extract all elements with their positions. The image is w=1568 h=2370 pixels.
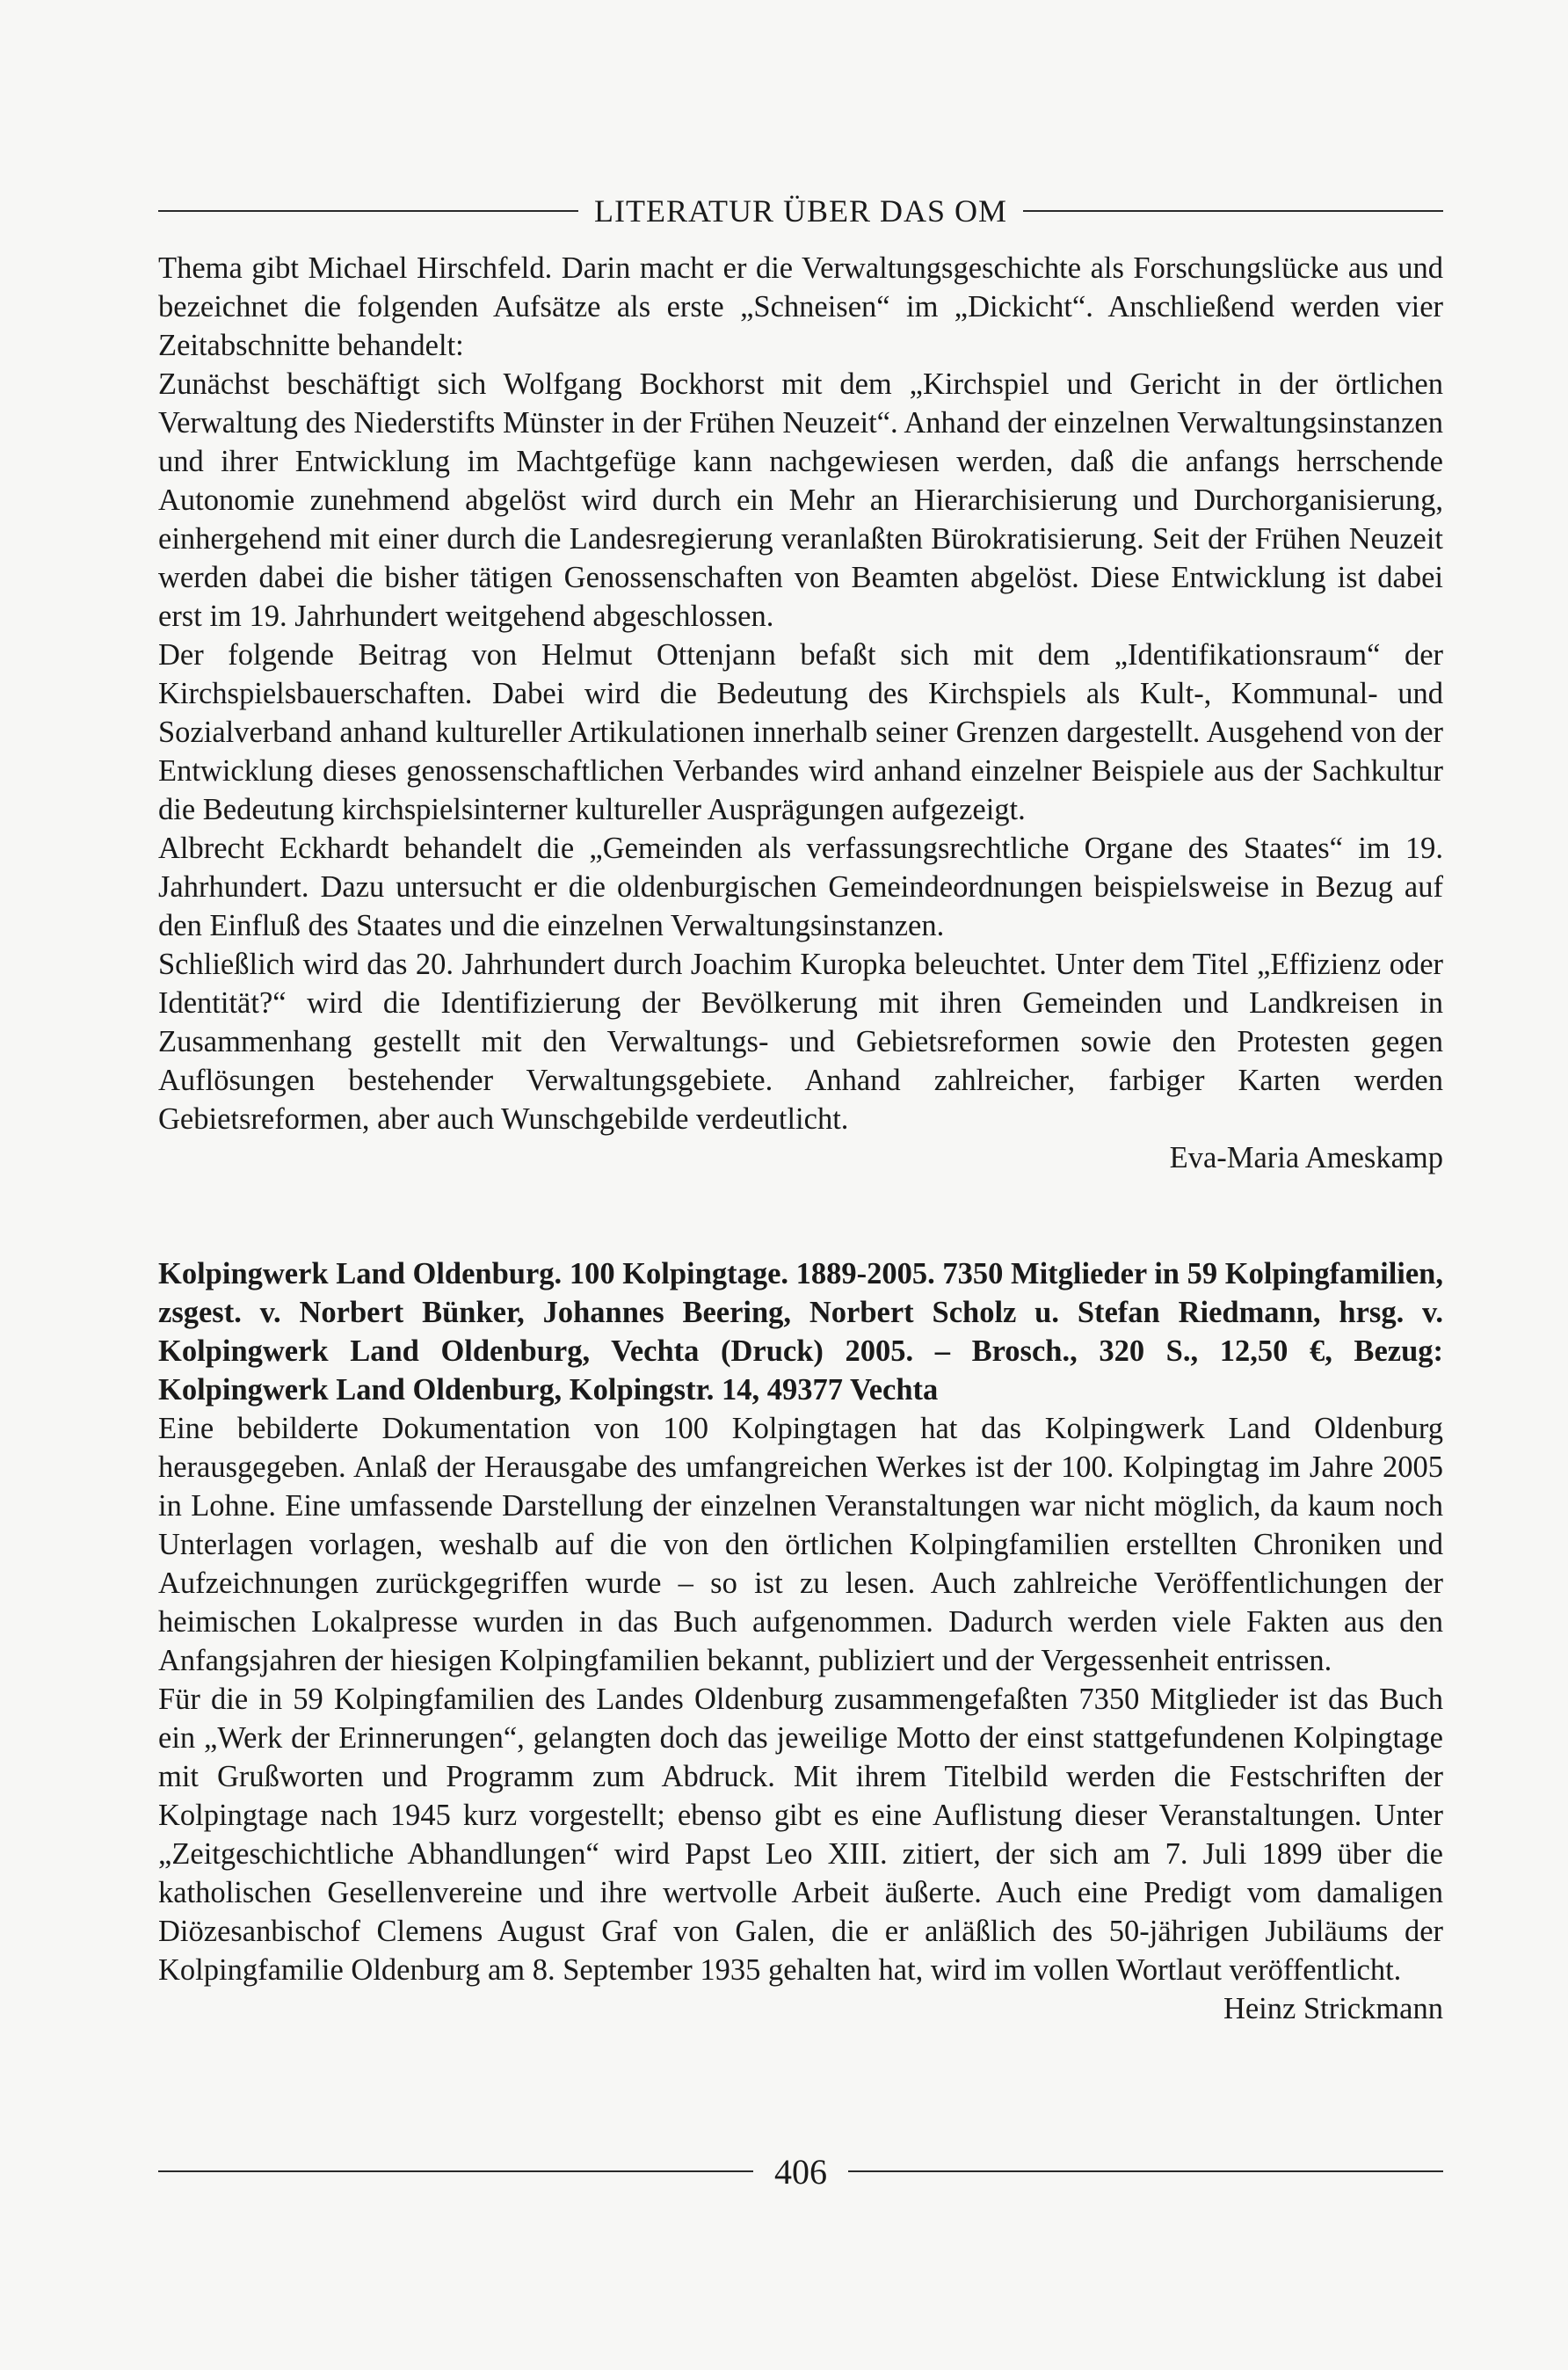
review-2-citation: Kolpingwerk Land Oldenburg. 100 Kolpingtage. 1889-2005. 7350 Mitglieder in 59 Kolpingfamilien, zsgest. v. Norbert Bünker, Johannes Beering, Norbert Scholz u. Stefan Riedmann, hrsg. v. Kolpingwerk Land Oldenburg, Vechta (Druck) 2005. – Brosch., 320 S., 12,50 €, Bezug: Kolpingwerk Land Oldenburg, Kolpingstr. 14, 49377 Vechta [158,1257,1443,1407]
page-body [158,249,1443,2028]
header-rule-left [158,210,578,212]
review-1-paragraph: Zunächst beschäftigt sich Wolfgang Bockhorst mit dem „Kirchspiel und Gericht in der örtlichen Verwaltung des Niederstifts Münster in der Frühen Neuzeit“. Anhand der einzelnen Verwaltungsinstanzen und ihrer Entwicklung im Machtgefüge kann nachgewiesen werden, daß die anfangs herrschende Autonomie zunehmend abgelöst wird durch ein Mehr an Hierarchisierung und Durchorganisierung, einhergehend mit einer durch die Landesregierung veranlaßten Bürokratisierung. Seit der Frühen Neuzeit werden dabei die bisher tätigen Genossenschaften von Beamten abgelöst. Diese Entwicklung ist dabei erst im 19. Jahrhundert weitgehend abgeschlossen. [158,367,1443,633]
review-2-paragraph: Für die in 59 Kolpingfamilien des Landes Oldenburg zusammengefaßten 7350 Mitglieder ist das Buch ein „Werk der Erinnerungen“, gelangten doch das jeweilige Motto der einst stattgefundenen Kolpingtage mit Grußworten und Programm zum Abdruck. Mit ihrem Titelbild werden die Festschriften der Kolpingtage nach 1945 kurz vorgestellt; ebenso gibt es eine Auflistung dieser Veranstaltungen. Unter „Zeitgeschichtliche Abhandlungen“ wird Papst Leo XIII. zitiert, der sich am 7. Juli 1899 über die katholischen Gesellenvereine und ihre wertvolle Arbeit äußerte. Auch eine Predigt vom damaligen Diözesanbischof Clemens August Graf von Galen, die er anläßlich des 50-jährigen Jubiläums der Kolpingfamilie Oldenburg am 8. September 1935 gehalten hat, wird im vollen Wortlaut veröffentlicht. [158,1683,1443,1987]
page-number: 406 [774,2151,827,2192]
review-1-paragraph: Albrecht Eckhardt behandelt die „Gemeinden als verfassungsrechtliche Organe des Staates“ im 19. Jahrhundert. Dazu untersucht er die oldenburgischen Gemeindeordnungen beispielsweise in Bezug auf den Einfluß des Staates und die einzelnen Verwaltungsinstanzen. [158,832,1443,942]
review-1-paragraph: Der folgende Beitrag von Helmut Ottenjann befaßt sich mit dem „Identifikationsraum“ der Kirchspielsbauerschaften. Dabei wird die Bedeutung des Kirchspiels als Kult-, Kommunal- und Sozialverband anhand kultureller Artikulationen innerhalb seiner Grenzen dargestellt. Ausgehend von der Entwicklung dieses genossenschaftlichen Verbandes wird anhand einzelner Beispiele aus der Sachkultur die Bedeutung kirchspielsinterner kultureller Ausprägungen aufgezeigt. [158,638,1443,826]
header-rule-right [1023,210,1443,212]
review-1-paragraph: Schließlich wird das 20. Jahrhundert durch Joachim Kuropka beleuchtet. Unter dem Titel „Effizienz oder Identität?“ wird die Identifizierung der Bevölkerung mit ihren Gemeinden und Landkreisen in Zusammenhang gestellt mit den Verwaltungs- und Gebietsreformen sowie den Protesten gegen Auflösungen bestehender Verwaltungsgebiete. Anhand zahlreicher, farbiger Karten werden Gebietsreformen, aber auch Wunschgebilde verdeutlicht. [158,948,1443,1136]
running-header-title: LITERATUR ÜBER DAS OM [594,193,1008,229]
review-1-author: Eva-Maria Ameskamp [1169,1141,1443,1174]
footer-rule-left [158,2170,753,2172]
footer-rule-right [848,2170,1443,2172]
page-footer [158,2145,1443,2198]
review-1 [158,249,1443,1177]
review-2-author: Heinz Strickmann [1223,1992,1443,2025]
review-2 [158,1254,1443,2028]
review-1-paragraph: Thema gibt Michael Hirschfeld. Darin macht er die Verwaltungsgeschichte als Forschungslücke aus und bezeichnet die folgenden Aufsätze als erste „Schneisen“ im „Dickicht“. Anschließend werden vier Zeitabschnitte behandelt: [158,251,1443,362]
review-2-paragraph: Eine bebilderte Dokumentation von 100 Kolpingtagen hat das Kolpingwerk Land Oldenburg herausgegeben. Anlaß der Herausgabe des umfangreichen Werkes ist der 100. Kolpingtag im Jahre 2005 in Lohne. Eine umfassende Darstellung der einzelnen Veranstaltungen war nicht möglich, da kaum noch Unterlagen vorlagen, weshalb auf die von den örtlichen Kolpingfamilien erstellten Chroniken und Aufzeichnungen zurückgegriffen wurde – so ist zu lesen. Auch zahlreiche Veröffentlichungen der heimischen Lokalpresse wurden in das Buch aufgenommen. Dadurch werden viele Fakten aus den Anfangsjahren der hiesigen Kolpingfamilien bekannt, publiziert und der Vergessenheit entrissen. [158,1412,1443,1677]
running-header [158,185,1443,237]
